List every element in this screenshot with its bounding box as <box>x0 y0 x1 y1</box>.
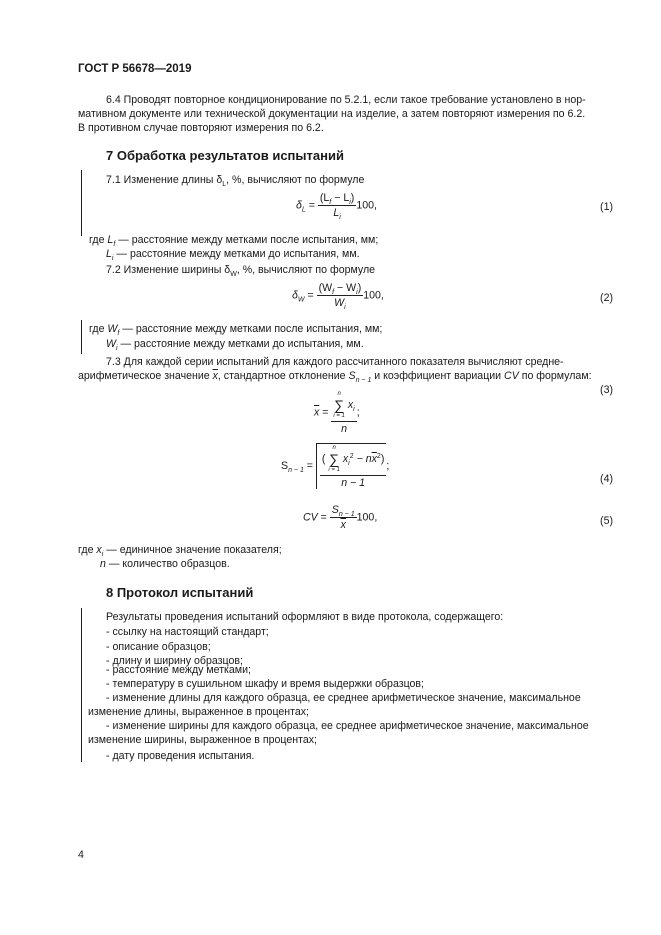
section7-heading: 7 Обработка результатов испытаний <box>106 148 344 163</box>
where3-b: n — количество образцов. <box>100 558 230 570</box>
formula-4-number: (4) <box>600 473 613 485</box>
p71-text: 7.1 Изменение длины $\delta_L$, %, вычисляют по формуле <box>106 174 365 188</box>
p72-text: 7.2 Изменение ширины $\delta_W$, %, вычисляют по формуле <box>106 264 376 278</box>
change-bar <box>81 608 82 762</box>
protocol-item: - длину и ширину образцов; <box>106 655 243 667</box>
protocol-item: - описание образцов; <box>106 641 211 653</box>
protocol-item: - дату проведения испытания. <box>106 750 255 762</box>
p73-line1: 7.3 Для каждой серии испытаний для каждого рассчитанного показателя вычисляют средне- <box>106 356 564 368</box>
where2-b: $W_i$ — расстояние между метками до испытания, мм. <box>106 338 364 352</box>
formula-1: $\delta_L$ = $\frac{(L_f - L_i)}{L_i}$ 100, <box>296 192 377 221</box>
protocol-item: - температуру в сушильном шкафу и время выдержки образцов; <box>106 678 424 690</box>
formula-2-number: (2) <box>600 292 613 304</box>
protocol-item: - расстояние между метками; <box>106 664 251 676</box>
where1-b: $L_i$ — расстояние между метками до испытания, мм. <box>106 248 360 262</box>
formula-4: $S_{n - 1}$ = ( n ∑ i = 1 $x_i^2 - n\overline{x}^2$) n − 1 ; <box>281 445 390 489</box>
p64-line1: 6.4 Проводят повторное кондиционирование по 5.2.1, если такое требование установлено в нор- <box>106 94 586 106</box>
protocol-item-line2: изменение ширины, выраженное в процентах; <box>88 734 317 746</box>
formula-1-number: (1) <box>600 201 613 213</box>
protocol-item-line1: - изменение ширины для каждого образца, ее среднее арифметическое значение, максимальное <box>106 720 589 732</box>
section8-heading: 8 Протокол испытаний <box>106 585 254 600</box>
formula-5-number: (5) <box>600 515 613 527</box>
p73-line2: арифметическое значение $\overline{x}$, стандартное отклонение $S_{n - 1}$ и коэффициент вариации CV по формулам: <box>78 370 592 384</box>
protocol-item-line2: изменение длины, выраженное в процентах; <box>88 706 310 718</box>
change-bar <box>81 320 82 354</box>
change-bar <box>81 170 82 236</box>
where3-a: где $x_i$ — единичное значение показателя; <box>78 544 282 558</box>
document-header: ГОСТ Р 56678—2019 <box>78 63 192 75</box>
p64-line2: мативном документе или технической документации на изделие, а затем повторяют измерения по 6.2. <box>78 108 586 120</box>
section8-intro: Результаты проведения испытаний оформляют в виде протокола, содержащего: <box>106 611 504 623</box>
formula-5: CV = $\frac{S_{n - 1}}{x}$ 100, <box>303 504 378 531</box>
formula-3-number: (3) <box>600 384 613 396</box>
formula-3: $\overline{x}$ = n ∑ i = 1 $x_i$ n ; <box>314 391 360 435</box>
formula-2: $\delta_W$ = $\frac{(W_f - W_i)}{W_i}$ 100, <box>292 282 384 311</box>
protocol-item-line1: - изменение длины для каждого образца, ее среднее арифметическое значение, максимальное <box>106 692 581 704</box>
page-number: 4 <box>78 849 84 861</box>
where2-a: где $W_f$ — расстояние между метками после испытания, мм; <box>89 323 383 337</box>
where1-a: где $L_f$ — расстояние между метками после испытания, мм; <box>89 234 379 248</box>
protocol-item: - ссылку на настоящий стандарт; <box>106 626 269 638</box>
p64-line3: В противном случае повторяют измерения по 6.2. <box>78 122 324 134</box>
